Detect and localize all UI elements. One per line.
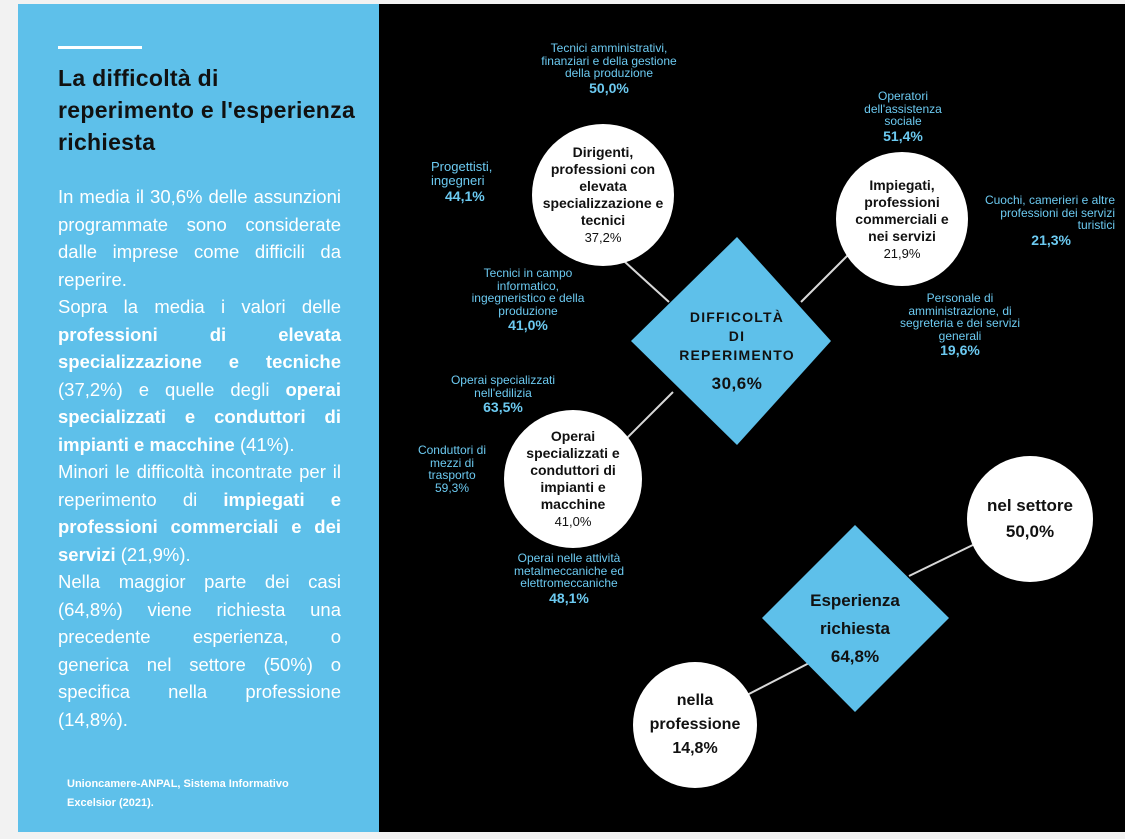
label-operatori-assistenza bbox=[849, 90, 957, 145]
page-title: La difficoltà di reperimento e l'esperienza richiesta bbox=[58, 65, 356, 155]
sub-name: Progettisti, ingegneri bbox=[431, 159, 493, 188]
circle-impiegati bbox=[836, 152, 968, 286]
center-label-line-2: DI bbox=[728, 328, 746, 344]
label-conduttori-mezzi bbox=[407, 444, 497, 494]
circle-operai bbox=[504, 410, 642, 548]
settore-label: nel settore bbox=[987, 496, 1073, 515]
sub-name: Tecnici amministrativi, finanziari e della gestione della produzione bbox=[541, 41, 677, 80]
sub-value: 48,1% bbox=[549, 589, 589, 606]
source-note: Unioncamere-ANPAL, Sistema Informativo Excelsior (2021). bbox=[67, 778, 289, 809]
paragraph-above-average bbox=[58, 293, 341, 458]
sub-value: 19,6% bbox=[940, 342, 980, 358]
esperienza-label-line-1: Esperienza bbox=[810, 591, 900, 610]
connector-impiegati bbox=[801, 254, 849, 302]
text-run: Sopra la media i valori delle bbox=[58, 296, 341, 317]
sub-name: Cuochi, camerieri e altre professioni dei servizi turistici bbox=[984, 193, 1115, 232]
label-tecnici-amministrativi bbox=[534, 42, 684, 97]
paragraph-average: In media il 30,6% delle assunzioni programmate sono considerate dalle imprese come difficili da reperire. bbox=[58, 186, 341, 290]
text-run: (21,9%). bbox=[115, 543, 191, 565]
sub-value: 21,3% bbox=[1031, 231, 1071, 248]
center-label-line-1: DIFFICOLTÀ bbox=[689, 309, 785, 325]
text-run: (41%). bbox=[234, 433, 295, 455]
label-progettisti bbox=[431, 160, 511, 205]
dirigenti-label: Dirigenti, professioni con elevata specializzazione e tecnici bbox=[542, 144, 664, 228]
text-bold: impiegati e professioni commerciali e dei servizi bbox=[58, 488, 341, 565]
dirigenti-value: 37,2% bbox=[584, 230, 622, 245]
paragraph-experience: Nella maggior parte dei casi (64,8%) viene richiesta una precedente esperienza, o generica nel settore (50%) o specifica nella professione (14,8%). bbox=[58, 571, 341, 730]
connector-operai bbox=[625, 392, 673, 440]
center-value: 30,6% bbox=[711, 374, 763, 393]
difficolta-center bbox=[637, 308, 837, 395]
paragraph-below-average bbox=[58, 458, 341, 568]
sub-name: Operatori dell'assistenza sociale bbox=[864, 89, 942, 128]
sub-value: 44,1% bbox=[445, 188, 485, 204]
summary-text bbox=[58, 183, 341, 733]
label-cuochi bbox=[975, 194, 1115, 249]
sub-value: 63,5% bbox=[483, 399, 523, 415]
circle-nella-professione bbox=[633, 662, 757, 788]
professione-label: nella professione bbox=[649, 692, 741, 733]
settore-value: 50,0% bbox=[1005, 522, 1055, 541]
sub-name: Operai specializzati nell'edilizia bbox=[450, 373, 556, 400]
text-bold: professioni di elevata specializzazione e tecniche bbox=[58, 323, 341, 372]
text-run: Minori le difficoltà incontrate per il reperimento di bbox=[58, 461, 341, 510]
sub-value: 51,4% bbox=[883, 127, 923, 144]
text-run: (37,2%) e quelle degli bbox=[58, 378, 286, 400]
sub-name: Tecnici in campo informatico, ingegneristico e della produzione bbox=[471, 266, 585, 318]
text-bold: operai specializzati e conduttori di impianti e macchine bbox=[58, 378, 341, 455]
sub-name: Conduttori di mezzi di trasporto bbox=[417, 443, 487, 482]
diagram-panel bbox=[379, 4, 1125, 832]
connector-settore bbox=[909, 542, 979, 576]
esperienza-value: 64,8% bbox=[830, 647, 880, 666]
sub-value: 50,0% bbox=[589, 79, 629, 96]
impiegati-value: 21,9% bbox=[883, 245, 921, 261]
sub-value: 59,3% bbox=[434, 480, 470, 495]
circle-dirigenti bbox=[532, 124, 674, 266]
label-tecnici-informatico bbox=[467, 267, 589, 334]
label-personale-amministrazione bbox=[896, 292, 1024, 359]
center-label-line-3: REPERIMENTO bbox=[679, 347, 795, 363]
left-panel bbox=[18, 4, 379, 832]
label-operai-edilizia bbox=[435, 374, 571, 416]
impiegati-label: Impiegati, professioni commerciali e nei servizi bbox=[855, 176, 949, 244]
operai-value: 41,0% bbox=[554, 514, 592, 529]
sub-name: Operai nelle attività metalmeccaniche ed elettromeccaniche bbox=[513, 551, 625, 590]
sub-value: 41,0% bbox=[508, 317, 548, 333]
esperienza-center bbox=[775, 587, 935, 671]
title-rule bbox=[58, 46, 142, 49]
professione-value: 14,8% bbox=[672, 740, 718, 757]
sub-name: Personale di amministrazione, di segreteria e dei servizi generali bbox=[899, 291, 1021, 343]
circle-nel-settore bbox=[967, 456, 1093, 582]
esperienza-label-line-2: richiesta bbox=[820, 619, 890, 638]
operai-label: Operai specializzati e conduttori di impianti e macchine bbox=[526, 428, 620, 512]
label-operai-metalmeccaniche bbox=[501, 552, 637, 607]
